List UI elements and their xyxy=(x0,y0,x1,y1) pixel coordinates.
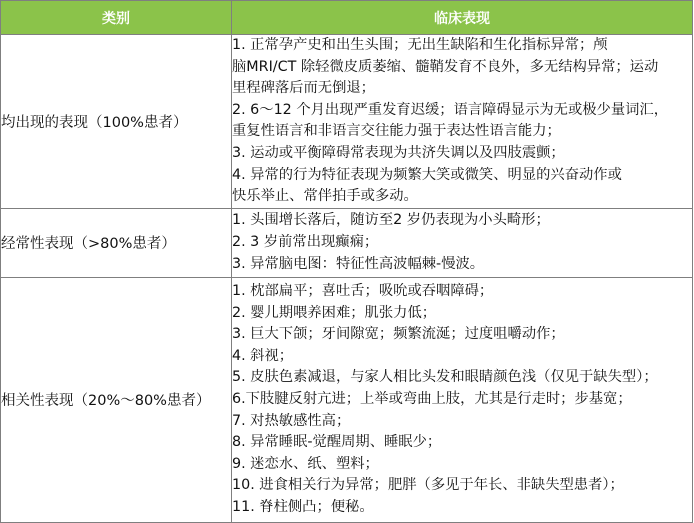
feature-line: 6.下肢腱反射亢进；上举或弯曲上肢，尤其是行走时；步基宽； xyxy=(232,390,632,407)
feature-line: 3. 运动或平衡障碍常表现为共济失调以及四肢震颤； xyxy=(232,144,565,161)
feature-line: 11. 脊柱侧凸；便秘。 xyxy=(232,498,374,515)
row-category: 相关性表现（20%～80%患者） xyxy=(1,277,232,522)
feature-line: 7. 对热敏感性高； xyxy=(232,412,351,429)
feature-line: 1. 头围增长落后，随访至2 岁仍表现为小头畸形； xyxy=(232,212,550,229)
feature-line: 快乐举止、常伴拍手或多动。 xyxy=(232,188,418,205)
feature-line: 5. 皮肤色素减退，与家人相比头发和眼睛颜色浅（仅见于缺失型）； xyxy=(232,369,658,386)
table-row xyxy=(1,277,693,522)
header-clinical-features: 临床表现 xyxy=(232,1,693,35)
table-header-row xyxy=(1,1,693,35)
row-features xyxy=(232,208,693,277)
header-category: 类别 xyxy=(1,1,232,35)
feature-line: 里程碑落后而无倒退； xyxy=(232,80,375,97)
row-category: 均出现的表现（100%患者） xyxy=(1,35,232,209)
feature-line: 8. 异常睡眠-觉醒周期、睡眠少； xyxy=(232,434,442,451)
feature-line: 1. 正常孕产史和出生头围；无出生缺陷和生化指标异常；颅 xyxy=(232,37,608,53)
feature-line: 10. 进食相关行为异常；肥胖（多见于年长、非缺失型患者）； xyxy=(232,477,624,494)
row-category: 经常性表现（>80%患者） xyxy=(1,208,232,277)
row-features xyxy=(232,277,693,522)
feature-line: 3. 异常脑电图：特征性高波幅棘-慢波。 xyxy=(232,255,485,272)
feature-line: 2. 6～12 个月出现严重发育迟缓；语言障碍显示为无或极少量词汇， xyxy=(232,101,669,118)
row-features xyxy=(232,35,693,209)
feature-line: 3. 巨大下颌；牙间隙宽；频繁流涎；过度咀嚼动作； xyxy=(232,326,565,343)
feature-line: 2. 3 岁前常出现癫痫； xyxy=(232,233,379,250)
feature-line: 4. 斜视； xyxy=(232,347,294,364)
table-row xyxy=(1,35,693,209)
feature-line: 4. 异常的行为特征表现为频繁大笑或微笑、明显的兴奋动作或 xyxy=(232,166,622,183)
feature-line: 9. 迷恋水、纸、塑料； xyxy=(232,455,379,472)
feature-line: 重复性语言和非语言交往能力强于表达性语言能力； xyxy=(232,123,561,140)
feature-line: 脑MRI/CT 除轻微皮质萎缩、髓鞘发育不良外，多无结构异常；运动 xyxy=(232,58,659,75)
feature-line: 1. 枕部扁平；喜吐舌；吸吮或吞咽障碍； xyxy=(232,282,494,299)
table-row xyxy=(1,208,693,277)
feature-line: 2. 婴儿期喂养困难；肌张力低； xyxy=(232,304,437,321)
